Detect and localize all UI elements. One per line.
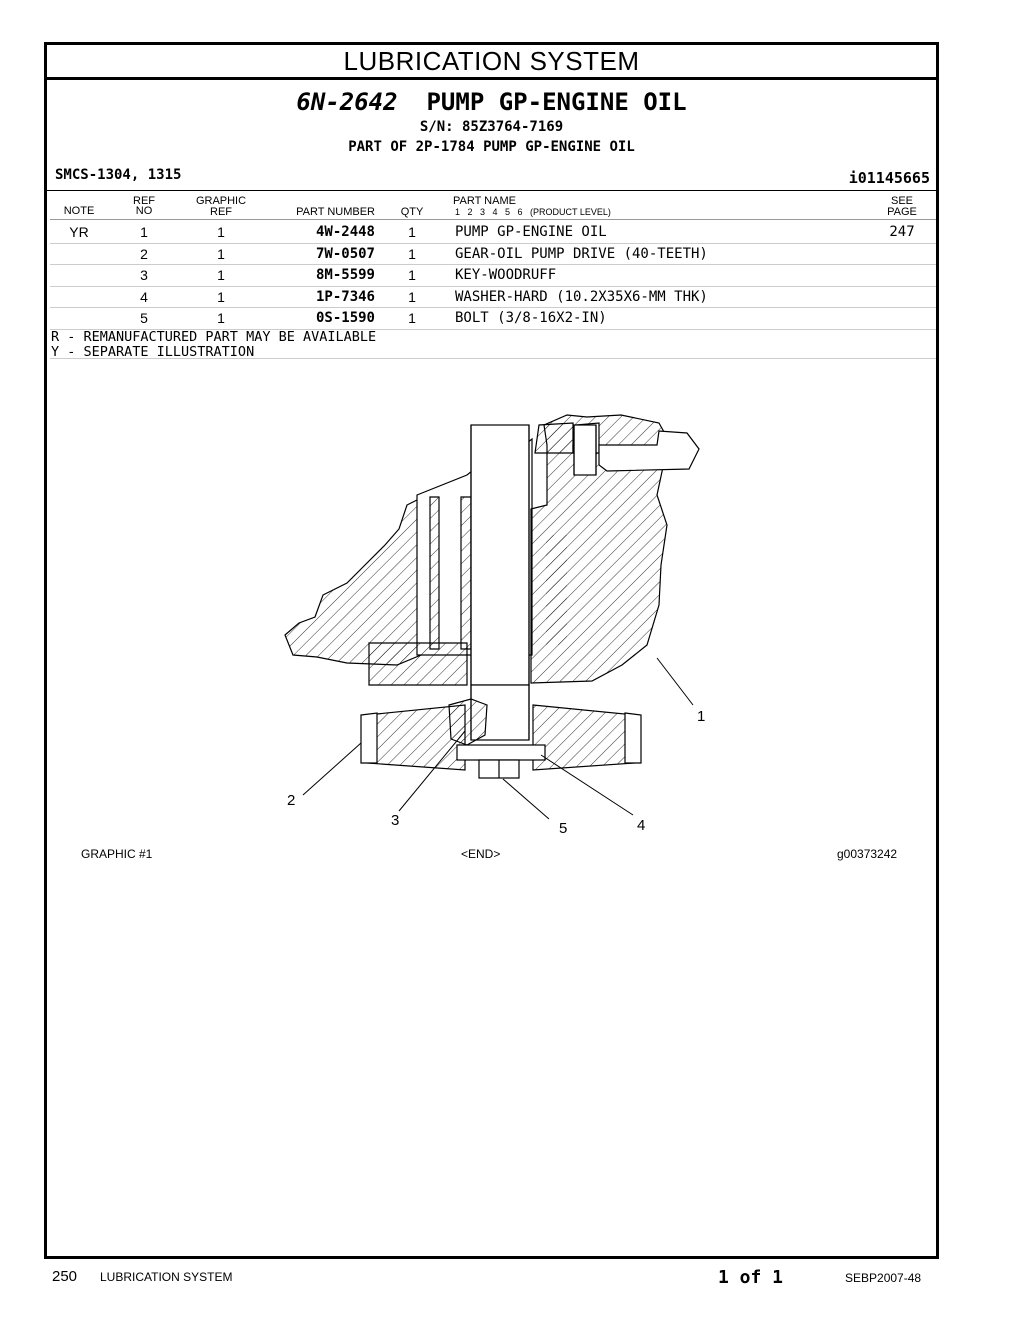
col-product-levels: 1 2 3 4 5 6 (PRODUCT LEVEL) [455,207,611,217]
col-note: NOTE [63,205,95,217]
oil-pump-cross-section [47,405,936,885]
col-part-name: PART NAME [453,195,516,207]
part-of-line: PART OF 2P-1784 PUMP GP-ENGINE OIL [348,139,635,155]
smcs-codes: SMCS-1304, 1315 [55,167,182,183]
col-part-number: PART NUMBER [296,206,375,218]
row-graphic-ref: 1 [217,310,225,326]
row-qty: 1 [408,310,416,326]
col-qty: QTY [400,206,424,218]
col-graphic-top: GRAPHIC [195,195,247,207]
part-heading [47,89,936,115]
row-qty: 1 [408,288,416,305]
row-part-number: 7W-0507 [315,245,375,262]
header-divider [47,190,936,191]
row-part-number: 0S-1590 [315,310,375,326]
row-part-name: PUMP GP-ENGINE OIL [455,224,607,240]
col-see-top: SEE [890,195,913,207]
row-ref-no: 5 [140,310,148,326]
row-part-name: WASHER-HARD (10.2X35X6-MM THK) [455,288,708,305]
row-note: YR [69,224,89,240]
row-graphic-ref: 1 [217,288,225,305]
row-part-number: 8M-5599 [315,267,375,283]
table-row [47,264,936,286]
legend-divider [50,358,936,359]
graphic-id: g00373242 [837,847,898,861]
col-see-bottom: PAGE [887,206,917,218]
row-part-number: 1P-7346 [315,288,375,305]
section-title: LUBRICATION SYSTEM [47,45,936,80]
heading-part-title: PUMP GP-ENGINE OIL [426,88,687,116]
row-ref-no: 2 [140,245,148,262]
callout-5: 5 [559,820,568,837]
graphic-label: GRAPHIC #1 [81,847,153,861]
footer-page-number: 250 [52,1268,78,1285]
col-graphic-bottom: REF [210,206,232,218]
row-part-name: KEY-WOODRUFF [455,267,557,283]
table-row [47,286,936,308]
callout-3: 3 [391,812,400,829]
row-qty: 1 [408,267,416,283]
row-ref-no: 4 [140,288,148,305]
table-row [47,307,936,329]
col-ref-top: REF [133,195,155,207]
row-graphic-ref: 1 [217,245,225,262]
footer-doc-code: SEBP2007-48 [845,1271,922,1285]
legend-separate-illustration: Y - SEPARATE ILLUSTRATION [51,344,255,360]
callout-1: 1 [697,708,706,725]
heading-part-number: 6N-2642 [296,88,398,116]
row-ref-no: 1 [140,224,148,240]
footer-section: LUBRICATION SYSTEM [100,1270,233,1284]
row-part-number: 4W-2448 [315,224,375,240]
row-qty: 1 [408,245,416,262]
callout-4: 4 [637,817,646,834]
end-label: <END> [461,847,501,861]
callout-2: 2 [287,792,296,809]
row-qty: 1 [408,224,416,240]
column-header-divider [50,219,936,220]
row-ref-no: 3 [140,267,148,283]
table-row [47,221,936,243]
row-part-name: GEAR-OIL PUMP DRIVE (40-TEETH) [455,245,708,262]
footer-page-count: 1 of 1 [718,1267,784,1288]
row-see-page: 247 [889,224,915,240]
legend-remanufactured: R - REMANUFACTURED PART MAY BE AVAILABLE [51,329,377,345]
pump-housing-section [285,415,699,778]
row-graphic-ref: 1 [217,224,225,240]
row-graphic-ref: 1 [217,267,225,283]
table-row [47,243,936,265]
page-frame [44,42,939,1259]
row-part-name: BOLT (3/8-16X2-IN) [455,310,607,326]
col-ref-bottom: NO [135,205,153,217]
serial-number: S/N: 85Z3764-7169 [419,119,564,135]
document-id: i01145665 [848,169,930,187]
